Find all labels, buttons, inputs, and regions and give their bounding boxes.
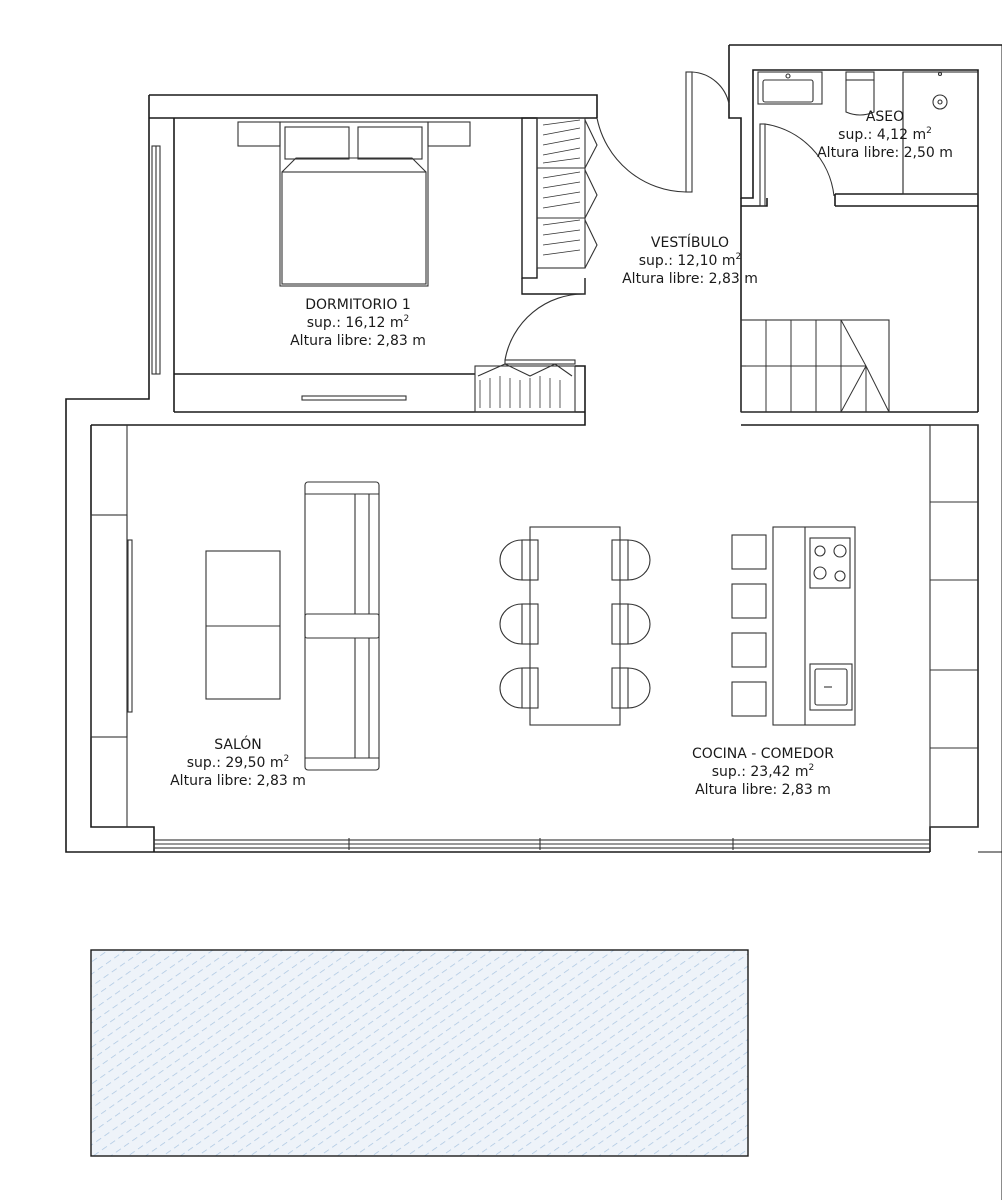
room-name: VESTÍBULO (650, 235, 730, 251)
room-height: Altura libre: 2,83 m (290, 333, 426, 349)
room-name: DORMITORIO 1 (305, 297, 411, 313)
room-area: sup.: 16,12 m (306, 315, 404, 331)
area-unit-exponent: 2 (403, 314, 410, 324)
area-unit-exponent: 2 (926, 126, 932, 136)
area-unit-exponent: 2 (735, 252, 742, 262)
area-unit-exponent: 2 (283, 754, 290, 764)
area-unit-exponent: 2 (808, 763, 815, 773)
room-area: sup.: 12,10 m (638, 253, 736, 269)
room-label-salon (170, 736, 306, 790)
room-height: Altura libre: 2,50 m (817, 145, 953, 161)
room-height: Altura libre: 2,83 m (170, 773, 306, 789)
room-height: Altura libre: 2,83 m (622, 271, 758, 287)
room-label-vestibulo (622, 234, 758, 288)
room-name: ASEO (865, 109, 905, 125)
bedroom-furniture (152, 118, 597, 412)
pool (91, 950, 748, 1156)
room-label-aseo (817, 108, 953, 162)
room-name: COCINA - COMEDOR (692, 746, 834, 762)
room-name: SALÓN (214, 737, 262, 753)
room-label-dormitorio (290, 296, 426, 350)
room-area: sup.: 4,12 m (838, 127, 927, 143)
room-height: Altura libre: 2,83 m (695, 782, 831, 798)
room-label-cocina (692, 745, 834, 799)
room-area: sup.: 23,42 m (711, 764, 809, 780)
room-area: sup.: 29,50 m (186, 755, 284, 771)
